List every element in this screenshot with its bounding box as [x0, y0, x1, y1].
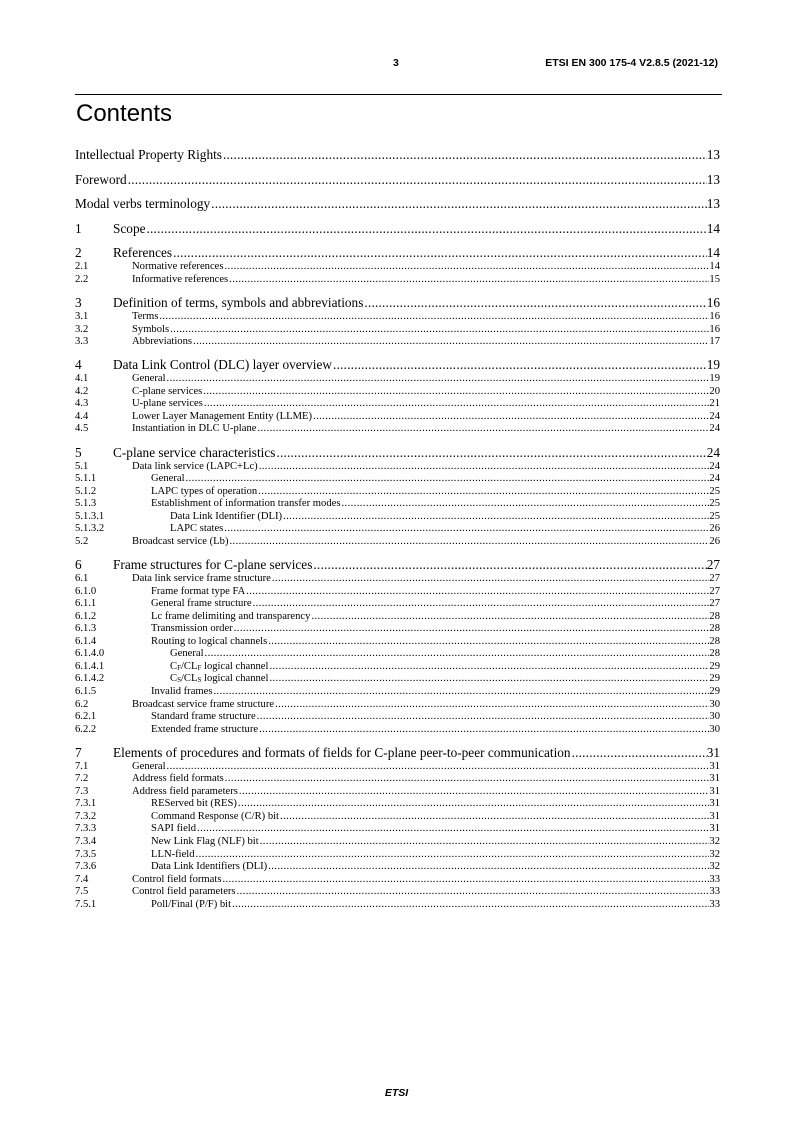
toc-entry-page: 14: [706, 220, 720, 236]
toc-entry[interactable]: [75, 357, 720, 373]
toc-entry[interactable]: [75, 423, 720, 436]
toc-entry-title: Control field formats: [132, 873, 222, 885]
toc-entry[interactable]: [75, 147, 720, 163]
toc-entry-page: 33: [709, 886, 720, 898]
toc-entry-title: U-plane services: [132, 398, 203, 410]
toc-dot-leader: [229, 536, 709, 547]
toc-dot-leader: [272, 573, 710, 584]
toc-entry-page: 29: [709, 685, 720, 697]
toc-entry-title: SAPI field: [151, 823, 197, 835]
toc-entry-number: 2: [75, 245, 82, 261]
toc-entry-page: 14: [706, 245, 720, 261]
toc-dot-leader: [238, 798, 709, 809]
toc-entry[interactable]: [75, 886, 720, 899]
toc-entry-page: 29: [709, 673, 720, 685]
toc-entry-page: 28: [709, 610, 720, 622]
toc-dot-leader: [283, 511, 709, 522]
toc-dot-leader: [193, 336, 709, 347]
toc-dot-leader: [239, 786, 710, 797]
toc-dot-leader: [333, 357, 707, 373]
toc-dot-leader: [229, 274, 709, 285]
toc-entry-page: 28: [709, 623, 720, 635]
toc-dot-leader: [313, 411, 709, 422]
toc-entry-title: Poll/Final (P/F) bit: [151, 898, 232, 910]
toc-dot-leader: [237, 886, 710, 897]
toc-entry-title: References: [113, 245, 173, 261]
toc-entry-title: Address field formats: [132, 773, 224, 785]
toc-entry-page: 13: [706, 196, 720, 212]
toc-entry[interactable]: [75, 295, 720, 311]
header-rule: [75, 94, 722, 95]
toc-entry[interactable]: [75, 899, 720, 912]
toc-entry-page: 16: [709, 323, 720, 335]
toc-entry[interactable]: [75, 598, 720, 611]
toc-entry-number: 7.3.1: [75, 798, 97, 810]
toc-entry-title: Transmission order: [151, 623, 233, 635]
toc-entry-title: Broadcast service frame structure: [132, 698, 275, 710]
toc-entry[interactable]: [75, 711, 720, 724]
toc-entry-page: 32: [709, 861, 720, 873]
toc-entry[interactable]: [75, 811, 720, 824]
toc-entry-title: Extended frame structure: [151, 723, 259, 735]
toc-entry[interactable]: [75, 398, 720, 411]
toc-entry[interactable]: [75, 373, 720, 386]
toc-entry-title: LLN-field: [151, 848, 195, 860]
toc-entry[interactable]: [75, 573, 720, 586]
toc-entry-number: 6: [75, 557, 82, 573]
toc-entry[interactable]: [75, 486, 720, 499]
toc-entry-page: 32: [709, 848, 720, 860]
toc-entry[interactable]: [75, 611, 720, 624]
toc-entry-number: 5: [75, 444, 82, 460]
toc-dot-leader: [259, 461, 710, 472]
toc-entry-number: 5.2: [75, 535, 89, 547]
toc-entry[interactable]: [75, 557, 720, 573]
toc-entry-page: 31: [709, 773, 720, 785]
toc-entry-page: 32: [709, 836, 720, 848]
toc-entry-page: 27: [709, 585, 720, 597]
toc-entry-title: Invalid frames: [151, 685, 213, 697]
toc-entry-page: 17: [709, 336, 720, 348]
toc-entry-title: Definition of terms, symbols and abbreviations: [113, 295, 364, 311]
toc-dot-leader: [224, 523, 709, 534]
toc-entry-title: Command Response (C/R) bit: [151, 810, 280, 822]
toc-entry-number: 7.3.4: [75, 836, 97, 848]
toc-entry[interactable]: [75, 261, 720, 274]
toc-entry-number: 7.1: [75, 760, 89, 772]
toc-entry-title: Elements of procedures and formats of fields for C-plane peer-to-peer communication: [113, 744, 571, 760]
toc-entry-number: 6.1.0: [75, 585, 97, 597]
toc-entry-number: 6.1.3: [75, 623, 97, 635]
toc-entry-page: 31: [709, 798, 720, 810]
toc-entry-title: $C_F/CL_F$ logical channel: [170, 660, 269, 672]
toc-dot-leader: [258, 486, 709, 497]
toc-entry-title: Data link service (LAPC+Lc): [132, 460, 258, 472]
toc-entry-number: 7.3.3: [75, 823, 97, 835]
toc-entry-number: 4.3: [75, 398, 89, 410]
toc-entry-page: 30: [709, 723, 720, 735]
toc-entry-page: 25: [709, 498, 720, 510]
toc-entry-title: Data link service frame structure: [132, 573, 271, 585]
toc-dot-leader: [313, 557, 706, 573]
toc-dot-leader: [147, 221, 707, 237]
toc-dot-leader: [257, 423, 709, 434]
toc-entry[interactable]: [75, 536, 720, 549]
toc-dot-leader: [128, 172, 707, 188]
toc-entry-number: 7.5.1: [75, 898, 97, 910]
toc-entry-number: 6.2.1: [75, 711, 97, 723]
toc-entry-number: 3.2: [75, 323, 89, 335]
toc-entry-page: 13: [706, 147, 720, 162]
toc-entry-page: 33: [709, 898, 720, 910]
toc-entry-number: 4: [75, 357, 82, 373]
toc-entry-number: 2.2: [75, 273, 89, 285]
toc-entry[interactable]: [75, 311, 720, 324]
toc-entry-number: 6.2.2: [75, 723, 97, 735]
toc-entry[interactable]: [75, 461, 720, 474]
toc-entry-title: New Link Flag (NLF) bit: [151, 836, 259, 848]
toc-dot-leader: [213, 686, 709, 697]
toc-entry[interactable]: [75, 473, 720, 486]
toc-entry-title: Address field parameters: [132, 785, 238, 797]
toc-entry-number: 5.1.3.1: [75, 510, 105, 522]
page-number: 3: [393, 57, 399, 69]
toc-entry-page: 31: [706, 744, 720, 760]
toc-entry-title: $C_S/CL_S$ logical channel: [170, 673, 269, 685]
toc-dot-leader: [364, 295, 706, 311]
toc-dot-leader: [204, 398, 710, 409]
page-title: Contents: [76, 100, 173, 127]
toc-entry[interactable]: [75, 849, 720, 862]
toc-entry[interactable]: [75, 786, 720, 799]
toc-entry-page: 27: [709, 573, 720, 585]
toc-entry-page: 31: [709, 760, 720, 772]
toc-entry-page: 28: [709, 648, 720, 660]
toc-dot-leader: [268, 861, 709, 872]
toc-entry-title: General: [132, 373, 166, 385]
toc-entry-title: Establishment of information transfer modes: [151, 498, 341, 510]
toc-entry-number: 4.5: [75, 423, 89, 435]
toc-dot-leader: [275, 699, 709, 710]
toc-entry-title: Data Link Identifier (DLI): [170, 510, 283, 522]
toc-entry-number: 5.1.1: [75, 473, 97, 485]
toc-entry-title: Data Link Control (DLC) layer overview: [113, 357, 332, 373]
toc-entry-title: Standard frame structure: [151, 711, 256, 723]
toc-entry-number: 4.2: [75, 385, 89, 397]
toc-entry-number: 4.4: [75, 410, 89, 422]
toc-entry-page: 25: [709, 510, 720, 522]
toc-dot-leader: [222, 874, 709, 885]
toc-entry-page: 16: [706, 295, 720, 311]
toc-entry-title: General: [132, 760, 166, 772]
toc-entry-title: Intellectual Property Rights: [75, 147, 222, 162]
toc-entry[interactable]: [75, 245, 720, 261]
toc-entry[interactable]: [75, 648, 720, 661]
toc-dot-leader: [259, 724, 709, 735]
toc-entry-page: 16: [709, 311, 720, 323]
toc-entry-page: 19: [709, 373, 720, 385]
toc-dot-leader: [173, 245, 707, 261]
toc-dot-leader: [205, 648, 710, 659]
toc-entry[interactable]: [75, 196, 720, 212]
toc-entry-number: 7.5: [75, 886, 89, 898]
toc-entry-number: 4.1: [75, 373, 89, 385]
toc-entry-page: 31: [709, 810, 720, 822]
footer-logo-text: ETSI: [384, 1087, 409, 1099]
toc-entry-number: 6.1.5: [75, 685, 97, 697]
toc-entry[interactable]: [75, 586, 720, 599]
toc-entry-page: 30: [709, 711, 720, 723]
toc-entry-title: Data Link Identifiers (DLI): [151, 861, 268, 873]
toc-entry-number: 5.1.3.2: [75, 523, 105, 535]
toc-dot-leader: [232, 899, 709, 910]
toc-dot-leader: [246, 586, 709, 597]
toc-entry[interactable]: [75, 445, 720, 461]
toc-entry-number: 7.3.2: [75, 810, 97, 822]
toc-entry-page: 33: [709, 873, 720, 885]
toc-entry[interactable]: [75, 511, 720, 524]
toc-dot-leader: [280, 811, 709, 822]
toc-entry-title: General: [151, 473, 185, 485]
toc-entry[interactable]: [75, 861, 720, 874]
toc-entry-number: 7.2: [75, 773, 89, 785]
toc-dot-leader: [234, 623, 710, 634]
toc-dot-leader: [253, 598, 710, 609]
toc-entry-title: Control field parameters: [132, 886, 236, 898]
toc-entry-title: General frame structure: [151, 598, 252, 610]
toc-entry-page: 19: [706, 357, 720, 373]
toc-dot-leader: [196, 849, 710, 860]
toc-entry-title: Broadcast service (Lb): [132, 535, 229, 547]
toc-entry-title: Routing to logical channels: [151, 635, 268, 647]
toc-entry-number: 6.2: [75, 698, 89, 710]
toc-entry[interactable]: [75, 773, 720, 786]
toc-dot-leader: [223, 147, 707, 163]
toc-entry[interactable]: [75, 172, 720, 188]
toc-entry-page: 31: [709, 823, 720, 835]
toc-dot-leader: [311, 611, 709, 622]
toc-entry-number: 1: [75, 220, 82, 236]
toc-entry-title: Symbols: [132, 323, 170, 335]
toc-entry-number: 6.1.4: [75, 635, 97, 647]
toc-entry[interactable]: [75, 724, 720, 737]
toc-entry[interactable]: [75, 636, 720, 649]
toc-entry-title: Lc frame delimiting and transparency: [151, 610, 311, 622]
toc-entry-page: 21: [709, 398, 720, 410]
toc-entry-title: REServed bit (RES): [151, 798, 237, 810]
toc-entry-page: 31: [709, 785, 720, 797]
toc-entry[interactable]: [75, 523, 720, 536]
toc-entry-number: 3.1: [75, 311, 89, 323]
toc-entry-page: 27: [706, 557, 720, 573]
toc-entry[interactable]: [75, 324, 720, 337]
toc-entry[interactable]: [75, 336, 720, 349]
toc-dot-leader: [170, 324, 709, 335]
toc-dot-leader: [572, 745, 707, 761]
toc-entry-number: 7: [75, 744, 82, 760]
toc-entry-title: Normative references: [132, 261, 224, 273]
toc-dot-leader: [224, 261, 709, 272]
toc-entry-page: 30: [709, 698, 720, 710]
toc-dot-leader: [276, 445, 706, 461]
toc-dot-leader: [186, 473, 710, 484]
toc-entry-page: 20: [709, 385, 720, 397]
toc-entry-title: C-plane services: [132, 385, 203, 397]
toc-entry-page: 27: [709, 598, 720, 610]
toc-entry[interactable]: [75, 836, 720, 849]
toc-entry-title: Abbreviations: [132, 336, 193, 348]
toc-entry-page: 29: [709, 660, 720, 672]
toc-entry-number: 3.3: [75, 336, 89, 348]
toc-entry-number: 3: [75, 295, 82, 311]
toc-entry-page: 24: [709, 410, 720, 422]
toc-entry[interactable]: [75, 745, 720, 761]
toc-entry[interactable]: [75, 661, 720, 674]
toc-entry-number: 7.4: [75, 873, 89, 885]
toc-dot-leader: [167, 373, 710, 384]
toc-dot-leader: [167, 761, 710, 772]
toc-entry-title: Instantiation in DLC U-plane: [132, 423, 257, 435]
toc-entry[interactable]: [75, 761, 720, 774]
toc-dot-leader: [269, 673, 709, 684]
toc-entry[interactable]: [75, 498, 720, 511]
toc-dot-leader: [159, 311, 709, 322]
toc-entry[interactable]: [75, 221, 720, 237]
toc-entry-page: 24: [706, 444, 720, 460]
toc-entry-page: 25: [709, 485, 720, 497]
toc-entry[interactable]: [75, 673, 720, 686]
toc-entry-page: 24: [709, 460, 720, 472]
toc-entry-page: 26: [709, 535, 720, 547]
toc-entry-title: Lower Layer Management Entity (LLME): [132, 410, 313, 422]
toc-dot-leader: [225, 773, 710, 784]
toc-entry-number: 6.1.4.2: [75, 673, 105, 685]
toc-entry-page: 24: [709, 423, 720, 435]
toc-entry[interactable]: [75, 411, 720, 424]
toc-entry-number: 6.1.1: [75, 598, 97, 610]
toc-dot-leader: [268, 636, 709, 647]
toc-dot-leader: [260, 836, 710, 847]
toc-entry-title: General: [170, 648, 204, 660]
toc-entry-page: 28: [709, 635, 720, 647]
toc-entry-title: C-plane service characteristics: [113, 444, 276, 460]
toc-entry[interactable]: [75, 386, 720, 399]
toc-entry-title: Terms: [132, 311, 159, 323]
toc-entry[interactable]: [75, 699, 720, 712]
toc-entry-number: 5.1.2: [75, 485, 97, 497]
toc-dot-leader: [269, 661, 709, 672]
toc-entry-number: 6.1.2: [75, 610, 97, 622]
toc-entry[interactable]: [75, 623, 720, 636]
table-of-contents: [75, 147, 720, 911]
toc-entry[interactable]: [75, 798, 720, 811]
toc-entry[interactable]: [75, 274, 720, 287]
toc-entry-page: 14: [709, 261, 720, 273]
toc-dot-leader: [257, 711, 710, 722]
toc-entry-title: Foreword: [75, 171, 127, 187]
toc-entry-title: LAPC types of operation: [151, 485, 258, 497]
toc-entry-number: 5.1: [75, 460, 89, 472]
toc-entry-number: 6.1.4.0: [75, 648, 105, 660]
toc-entry-number: 6.1: [75, 573, 89, 585]
toc-entry-title: Frame format type FA: [151, 585, 246, 597]
toc-entry-title: Informative references: [132, 273, 229, 285]
toc-entry-number: 7.3: [75, 785, 89, 797]
document-id: ETSI EN 300 175-4 V2.8.5 (2021-12): [545, 57, 718, 69]
toc-entry-page: 15: [709, 273, 720, 285]
toc-entry-number: 7.3.6: [75, 861, 97, 873]
toc-dot-leader: [197, 823, 709, 834]
toc-entry-number: 7.3.5: [75, 848, 97, 860]
toc-entry-title: Modal verbs terminology: [75, 196, 211, 212]
toc-dot-leader: [203, 386, 709, 397]
toc-dot-leader: [211, 196, 707, 212]
toc-entry-title: Scope: [113, 220, 146, 236]
toc-entry[interactable]: [75, 823, 720, 836]
toc-entry-page: 24: [709, 473, 720, 485]
toc-entry-number: 6.1.4.1: [75, 660, 105, 672]
toc-dot-leader: [341, 498, 709, 509]
toc-entry-title: LAPC states: [170, 523, 224, 535]
toc-entry-number: 5.1.3: [75, 498, 97, 510]
toc-entry[interactable]: [75, 874, 720, 887]
toc-entry-number: 2.1: [75, 261, 89, 273]
toc-entry-title: Frame structures for C-plane services: [113, 557, 313, 573]
toc-entry-page: 13: [706, 171, 720, 187]
toc-entry[interactable]: [75, 686, 720, 699]
toc-entry-page: 26: [709, 523, 720, 535]
